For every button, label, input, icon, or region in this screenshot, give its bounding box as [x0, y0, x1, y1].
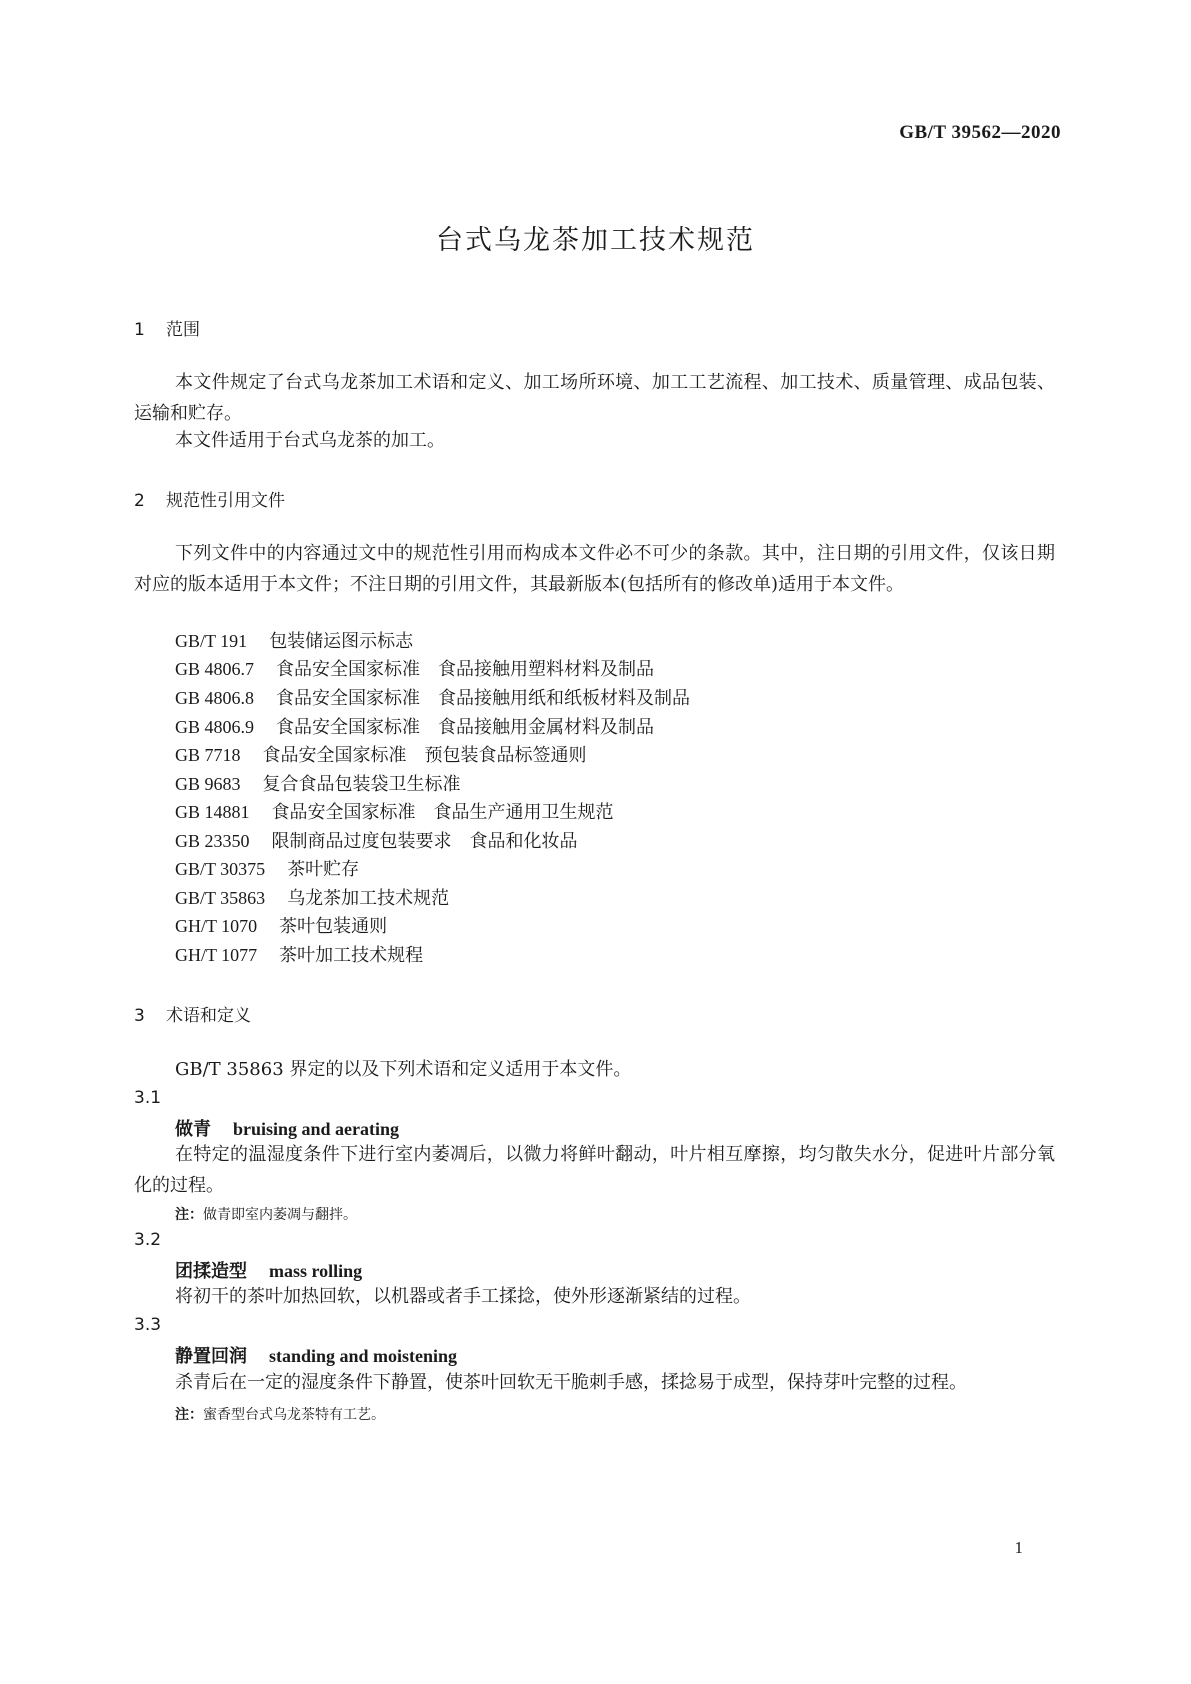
reference-code: GB 4806.8 [175, 688, 255, 708]
term-number: 3.1 [134, 1088, 162, 1108]
section-3-paragraph-1: GB/T 35863 界定的以及下列术语和定义适用于本文件。 [175, 1059, 632, 1080]
reference-name: 食品安全国家标准 食品生产通用卫生规范 [271, 802, 614, 823]
reference-code: GB 23350 [175, 831, 250, 851]
standard-number: GB/T 39562—2020 [899, 122, 1061, 143]
reference-name: 限制商品过度包装要求 食品和化妆品 [271, 831, 578, 852]
reference-item [175, 798, 614, 824]
reference-code: GB/T 35863 [175, 888, 266, 908]
page-number: 1 [1014, 1538, 1023, 1557]
term-heading [175, 1115, 399, 1141]
reference-name: 茶叶包装通则 [279, 916, 388, 937]
term-note [175, 1204, 357, 1224]
term-note [175, 1404, 385, 1424]
reference-name: 食品安全国家标准 预包装食品标签通则 [262, 745, 587, 766]
reference-item [175, 627, 413, 653]
note-label: 注： [175, 1207, 203, 1223]
reference-code: GB 14881 [175, 802, 250, 822]
section-2-paragraph-1: 下列文件中的内容通过文中的规范性引用而构成本文件必不可少的条款。其中，注日期的引用文件，仅该日期对应的版本适用于本文件；不注日期的引用文件，其最新版本(包括所有的修改单)适用于本文件。 [134, 543, 1055, 595]
reference-code: GB 4806.9 [175, 717, 255, 737]
term-chinese: 团揉造型 [175, 1261, 247, 1282]
note-text: 做青即室内萎凋与翻拌。 [203, 1207, 357, 1223]
term-english: mass rolling [269, 1261, 363, 1281]
reference-item [175, 941, 423, 967]
reference-code: GB 9683 [175, 774, 241, 794]
term-number: 3.2 [134, 1230, 162, 1250]
note-text: 蜜香型台式乌龙茶特有工艺。 [203, 1407, 385, 1423]
reference-name: 食品安全国家标准 食品接触用塑料材料及制品 [276, 659, 655, 680]
term-english: standing and moistening [269, 1346, 458, 1366]
section-2-heading [134, 486, 285, 511]
term-heading [175, 1342, 457, 1368]
reference-code: GB 7718 [175, 745, 241, 765]
term-heading [175, 1257, 362, 1283]
reference-code: GH/T 1070 [175, 916, 258, 936]
reference-name: 复合食品包装袋卫生标准 [262, 774, 461, 795]
reference-code: GH/T 1077 [175, 945, 258, 965]
section-1-paragraph-2: 本文件适用于台式乌龙茶的加工。 [175, 430, 445, 451]
reference-name: 食品安全国家标准 食品接触用纸和纸板材料及制品 [276, 688, 691, 709]
reference-name: 茶叶贮存 [287, 859, 360, 880]
section-number: 1 [134, 320, 145, 340]
reference-item [175, 855, 359, 881]
section-3-heading [134, 1001, 251, 1026]
reference-name: 乌龙茶加工技术规范 [287, 888, 450, 909]
section-title: 术语和定义 [166, 1006, 251, 1026]
reference-code: GB/T 30375 [175, 859, 266, 879]
reference-name: 茶叶加工技术规程 [279, 945, 424, 966]
section-title: 规范性引用文件 [166, 491, 285, 511]
section-title: 范围 [166, 320, 200, 340]
term-definition: 将初干的茶叶加热回软，以机器或者手工揉捻，使外形逐渐紧结的过程。 [175, 1286, 751, 1307]
reference-item [175, 770, 461, 796]
reference-item [175, 827, 578, 853]
term-chinese: 静置回润 [175, 1346, 247, 1367]
term-definition: 杀青后在一定的湿度条件下静置，使茶叶回软无干脆刺手感，揉捻易于成型，保持芽叶完整的过程。 [175, 1372, 967, 1393]
reference-item [175, 684, 690, 710]
term-definition: 在特定的温湿度条件下进行室内萎凋后，以微力将鲜叶翻动，叶片相互摩擦，均匀散失水分，促进叶片部分氧化的过程。 [134, 1144, 1055, 1196]
reference-code: GB/T 191 [175, 631, 248, 651]
reference-item [175, 884, 449, 910]
section-1-paragraph-1: 本文件规定了台式乌龙茶加工术语和定义、加工场所环境、加工工艺流程、加工技术、质量管理、成品包装、运输和贮存。 [134, 372, 1055, 424]
section-number: 2 [134, 491, 145, 511]
term-number: 3.3 [134, 1315, 162, 1335]
reference-item [175, 741, 587, 767]
note-label: 注： [175, 1407, 203, 1423]
section-number: 3 [134, 1006, 145, 1026]
reference-name: 食品安全国家标准 食品接触用金属材料及制品 [276, 717, 655, 738]
term-chinese: 做青 [175, 1119, 211, 1140]
term-english: bruising and aerating [233, 1119, 400, 1139]
reference-item [175, 655, 654, 681]
document-title: 台式乌龙茶加工技术规范 [436, 225, 755, 256]
reference-item [175, 912, 387, 938]
reference-item [175, 713, 654, 739]
reference-name: 包装储运图示标志 [269, 631, 414, 652]
reference-code: GB 4806.7 [175, 659, 255, 679]
section-1-heading [134, 315, 200, 340]
